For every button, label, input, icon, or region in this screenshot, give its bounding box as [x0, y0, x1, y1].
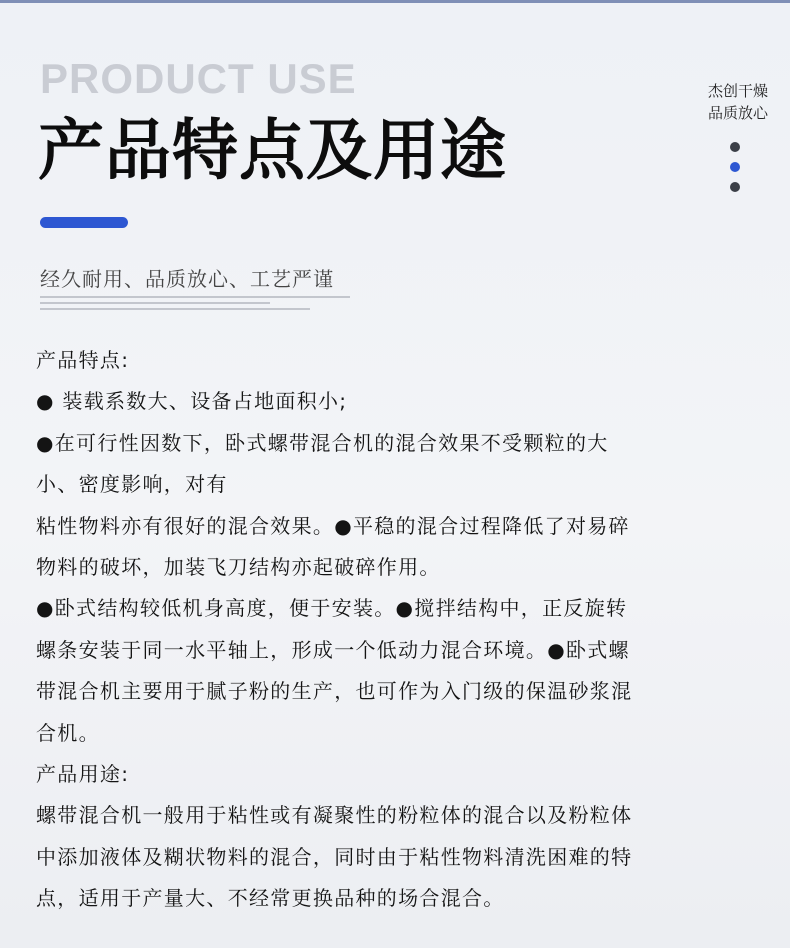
top-border-line	[0, 0, 790, 3]
text-line: 点，适用于产量大、不经常更换品种的场合混合。	[36, 886, 505, 911]
tagline-line-1: 杰创干燥	[707, 82, 768, 100]
features-heading: 产品特点:	[36, 348, 130, 372]
page-indicator	[730, 142, 740, 202]
text-line: 物料的破坏，加装飞刀结构亦起破碎作用。	[36, 555, 441, 580]
usage-heading: 产品用途:	[36, 762, 130, 787]
text-line: 小、密度影响，对有	[36, 472, 228, 497]
text-line: 粘性物料亦有很好的混合效果。●平稳的混合过程降低了对易碎	[36, 513, 630, 538]
indicator-dot	[730, 182, 740, 192]
text-line: ●卧式结构较低机身高度，便于安装。●搅拌结构中，正反旋转	[36, 596, 628, 621]
english-heading: PRODUCT USE	[40, 55, 357, 102]
fine-print-line	[40, 302, 270, 304]
description-body	[36, 340, 758, 920]
decorative-fine-print	[40, 296, 360, 314]
indicator-dot-active	[730, 162, 740, 172]
page-title: 产品特点及用途	[38, 112, 507, 189]
fine-print-line	[40, 296, 350, 298]
tagline-line-2: 品质放心	[707, 104, 768, 122]
text-line: 螺条安装于同一水平轴上，形成一个低动力混合环境。●卧式螺	[36, 637, 630, 662]
text-line: ●在可行性因数下，卧式螺带混合机的混合效果不受颗粒的大	[36, 430, 609, 455]
text-line: 合机。	[36, 720, 100, 745]
text-line: 带混合机主要用于腻子粉的生产，也可作为入门级的保温砂浆混	[36, 679, 633, 704]
text-line: 螺带混合机一般用于粘性或有凝聚性的粉粒体的混合以及粉粒体	[36, 803, 633, 828]
text-line: ● 装载系数大、设备占地面积小;	[36, 389, 348, 414]
text-line: 中添加液体及糊状物料的混合，同时由于粘性物料清洗困难的特	[36, 844, 633, 869]
title-accent-bar	[40, 217, 128, 228]
fine-print-line	[40, 308, 310, 310]
subtitle: 经久耐用、品质放心、工艺严谨	[40, 267, 334, 291]
indicator-dot	[730, 142, 740, 152]
brand-tagline	[708, 80, 768, 124]
